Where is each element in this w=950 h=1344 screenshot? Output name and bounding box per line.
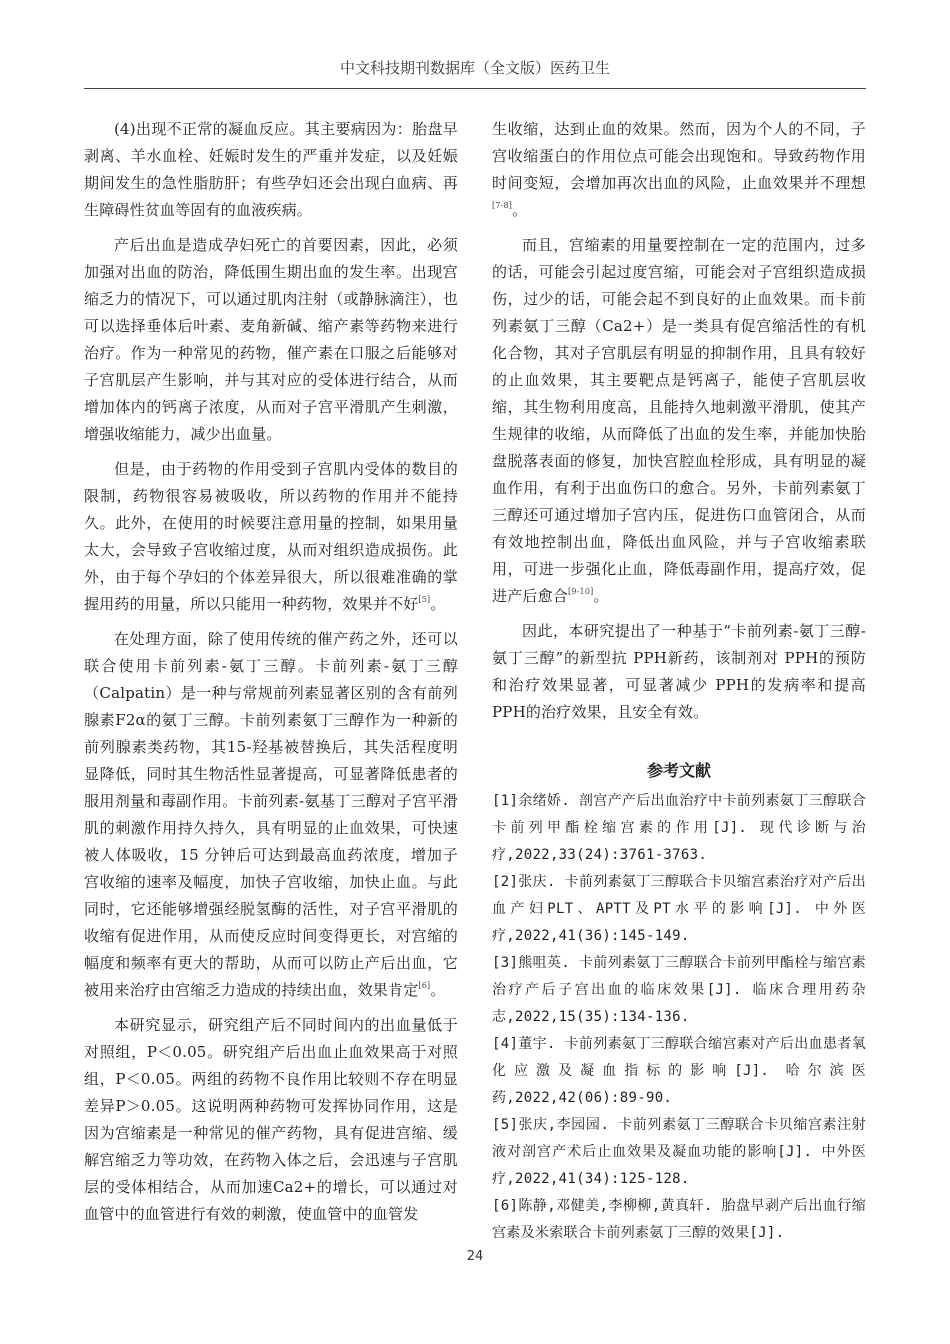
body-paragraph: 产后出血是造成孕妇死亡的首要因素，因此，必须加强对出血的防治，降低围生期出血的发生率。出现宫缩乏力的情况下，可以通过肌肉注射（或静脉滴注），也可以选择垂体后叶素、麦角新碱、缩产素等药物来进行治疗。作为一种常见的药物，催产素在口服之后能够对子宫肌层产生影响，并与其对应的受体进行结合，从而增加体内的钙离子浓度，从而对子宫平滑肌产生刺激，增强收缩能力，减少出血量。 (84, 236, 458, 443)
body-paragraph: (4)出现不正常的凝血反应。其主要病因为：胎盘早剥离、羊水血栓、妊娠时发生的严重并发症，以及妊娠期间发生的急性脂肪肝；有些孕妇还会出现白血病、再生障碍性贫血等固有的血液疾病。 (84, 120, 458, 219)
body-paragraph: 在处理方面，除了使用传统的催产药之外，还可以联合使用卡前列素-氨丁三醇。卡前列素-氨丁三醇（Calpatin）是一种与常规前列素显著区别的含有前列腺素F2α的氨丁三醇。卡前列素氨丁三醇作为一种新的前列腺素类药物，其15-羟基被替换后，其失活程度明显降低，同时其生物活性显著提高，可显著降低患者的服用剂量和毒副作用。卡前列素-氨基丁三醇对子宫平滑肌的刺激作用持久持久，具有明显的止血效果，可快速被人体吸收，15 分钟后可达到最高血药浓度，增加子宫收缩的速率及幅度，加快子宫收缩，加快止血。与此同时，它还能够增强经脱氢酶的活性，对子宫平滑肌的收缩有促进作用，从而使反应时间变得更长，对宫缩的幅度和频率有更大的帮助，从而可以防止产后出血，它被用来治疗由宫缩乏力造成的持续出血，效果肯定[6]。 (84, 630, 458, 999)
body-paragraph: 生收缩，达到止血的效果。然而，因为个人的不同，子宫收缩蛋白的作用位点可能会出现饱和。导致药物作用时间变短，会增加再次出血的风险，止血效果并不理想[7-8]。 (492, 120, 866, 219)
reference-item: [4]董宇. 卡前列素氨丁三醇联合缩宫素对产后出血患者氧化应激及凝血指标的影响[J]. 哈尔滨医药,2022,42(06):89-90. (492, 1036, 866, 1106)
reference-item: [3]熊咀英. 卡前列素氨丁三醇联合卡前列甲酯栓与缩宫素治疗产后子宫出血的临床效果[J]. 临床合理用药杂志,2022,15(35):134-136. (492, 955, 866, 1025)
body-paragraph: 但是，由于药物的作用受到子宫肌内受体的数目的限制，药物很容易被吸收，所以药物的作用并不能持久。此外，在使用的时候要注意用量的控制，如果用量太大，会导致子宫收缩过度，从而对组织造成损伤。此外，由于每个孕妇的个体差异很大，所以很难准确的掌握用药的用量，所以只能用一种药物，效果并不好[5]。 (84, 460, 458, 613)
references-heading: 参考文献 (646, 761, 711, 780)
header-rule (84, 88, 866, 89)
citation-marker: [7-8] (492, 201, 513, 210)
reference-item: [1]余绪娇. 剖宫产产后出血治疗中卡前列素氨丁三醇联合卡前列甲酯栓缩宫素的作用[J]. 现代诊断与治疗,2022,33(24):3761-3763. (492, 793, 866, 863)
citation-marker: [9-10] (568, 587, 594, 596)
citation-marker: [6] (418, 981, 431, 990)
left-column (84, 116, 458, 1228)
body-paragraph: 因此，本研究提出了一种基于“卡前列素-氨丁三醇-氨丁三醇”的新型抗 PPH新药，该制剂对 PPH的预防和治疗效果显著，可显著减少 PPH的发病率和提高 PPH的治疗效果，且安全有效。 (492, 622, 866, 721)
page-number: 24 (466, 1249, 484, 1264)
reference-item: [6]陈静,邓健美,李柳柳,黄真轩. 胎盘早剥产后出血行缩宫素及米索联合卡前列素氨丁三醇的效果[J]. (492, 1198, 866, 1241)
right-column (492, 116, 866, 1247)
reference-item: [2]张庆. 卡前列素氨丁三醇联合卡贝缩宫素治疗对产后出血产妇PLT、APTT及PT水平的影响[J]. 中外医疗,2022,41(36):145-149. (492, 874, 866, 944)
body-paragraph: 而且，宫缩素的用量要控制在一定的范围内，过多的话，可能会引起过度宫缩，可能会对子宫组织造成损伤，过少的话，可能会起不到良好的止血效果。而卡前列素氨丁三醇（Ca2+）是一类具有促宫缩活性的有机化合物，其对子宫肌层有明显的抑制作用，且具有较好的止血效果，其主要靶点是钙离子，能使子宫肌层收缩，其生物利用度高，且能持久地刺激平滑肌，使其产生规律的收缩，从而降低了出血的发生率，并能加快胎盘脱落表面的修复，加快宫腔血栓形成，具有明显的凝血作用，有利于出血伤口的愈合。另外，卡前列素氨丁三醇还可通过增加子宫内压，促进伤口血管闭合，从而有效地控制出血，降低出血风险，并与子宫收缩素联用，可进一步强化止血，降低毒副作用，提高疗效，促进产后愈合[9-10]。 (492, 236, 866, 605)
body-paragraph: 本研究显示，研究组产后不同时间内的出血量低于对照组，P＜0.05。研究组产后出血止血效果高于对照组，P＜0.05。两组的药物不良作用比较则不存在明显差异P＞0.05。这说明两种药物可发挥协同作用，这是因为宫缩素是一种常见的催产药物，具有促进宫缩、缓解宫缩乏力等功效，在药物入体之后，会迅速与子宫肌层的受体相结合，从而加速Ca2+的增长，可以通过对血管中的血管进行有效的刺激，使血管中的血管发 (84, 1016, 458, 1223)
reference-item: [5]张庆,李园园. 卡前列素氨丁三醇联合卡贝缩宫素注射液对剖宫产术后止血效果及凝血功能的影响[J]. 中外医疗,2022,41(34):125-128. (492, 1117, 866, 1187)
citation-marker: [5] (418, 595, 431, 604)
running-header: 中文科技期刊数据库（全文版）医药卫生 (339, 59, 610, 77)
